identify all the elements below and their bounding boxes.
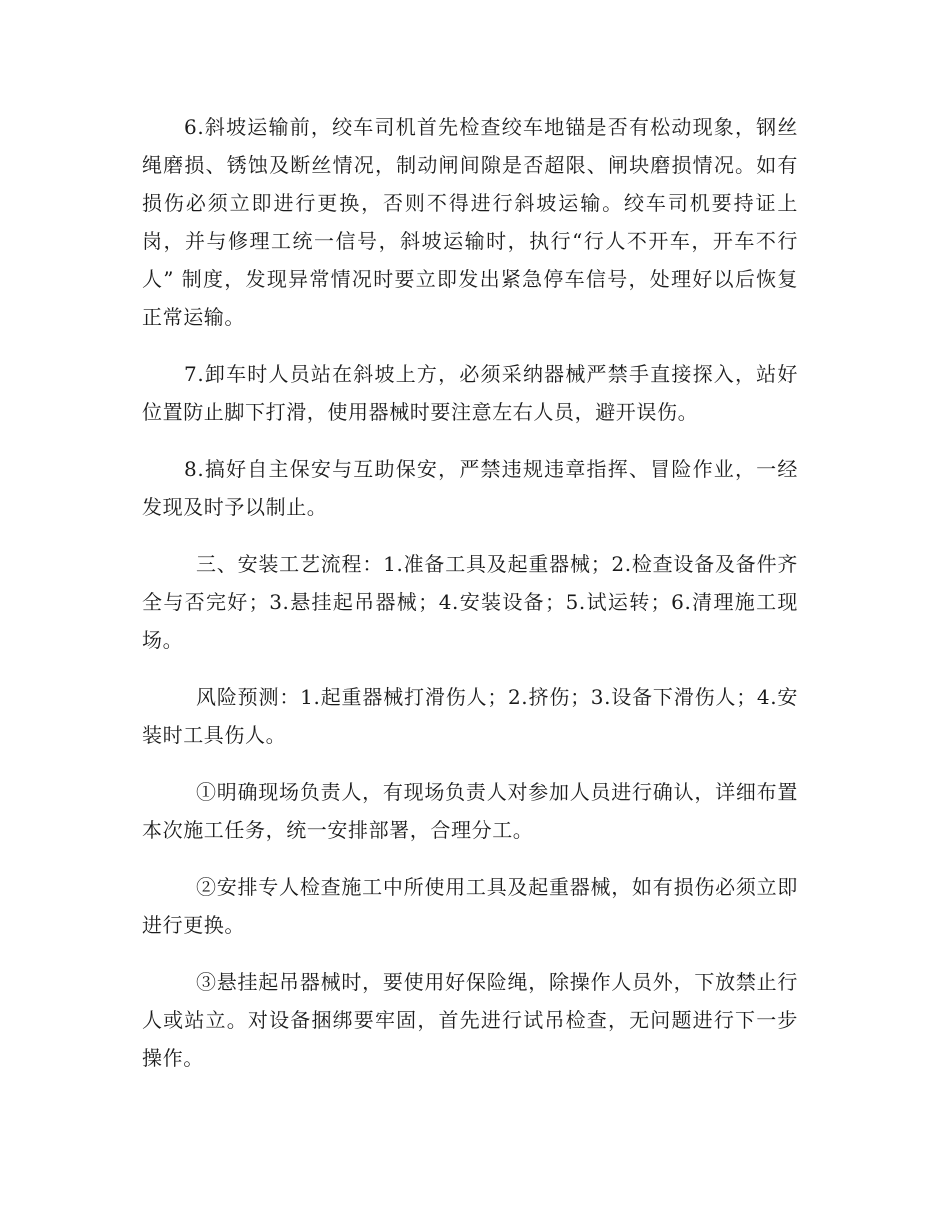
paragraph-safety: 8.搞好自主保安与互助保安，严禁违规违章指挥、冒险作业，一经发现及时予以制止。 [142,457,798,519]
paragraph-unloading: 7.卸车时人员站在斜坡上方，必须采纳器械严禁手直接探入，站好位置防止脚下打滑，使用器械时要注意左右人员，避开误伤。 [142,362,798,424]
paragraph-measure-2: ②安排专人检查施工中所使用工具及起重器械，如有损伤必须立即进行更换。 [142,875,798,937]
paragraph-measure-1: ①明确现场负责人，有现场负责人对参加人员进行确认，详细布置本次施工任务，统一安排部署，合理分工。 [142,780,798,842]
paragraph-risk-prediction: 风险预测：1.起重器械打滑伤人；2.挤伤；3.设备下滑伤人；4.安装时工具伤人。 [142,685,798,747]
paragraph-install-process: 三、安装工艺流程：1.准备工具及起重器械；2.检查设备及备件齐全与否完好；3.悬挂起吊器械；4.安装设备；5.试运转；6.清理施工现场。 [142,552,798,652]
document-body [142,108,798,1096]
paragraph-slope-transport: 6.斜坡运输前，绞车司机首先检查绞车地锚是否有松动现象，钢丝绳磨损、锈蚀及断丝情况，制动闸间隙是否超限、闸块磨损情况。如有损伤必须立即进行更换，否则不得进行斜坡运输。绞车司机要持证上岗，并与修理工统一信号，斜坡运输时，执行“行人不开车，开车不行人” 制度，发现异常情况时要立即发出紧急停车信号，处理好以后恢复正常运输。 [142,115,798,329]
paragraph-measure-3: ③悬挂起吊器械时，要使用好保险绳，除操作人员外，下放禁止行人或站立。对设备捆绑要牢固，首先进行试吊检查，无问题进行下一步操作。 [142,970,798,1070]
